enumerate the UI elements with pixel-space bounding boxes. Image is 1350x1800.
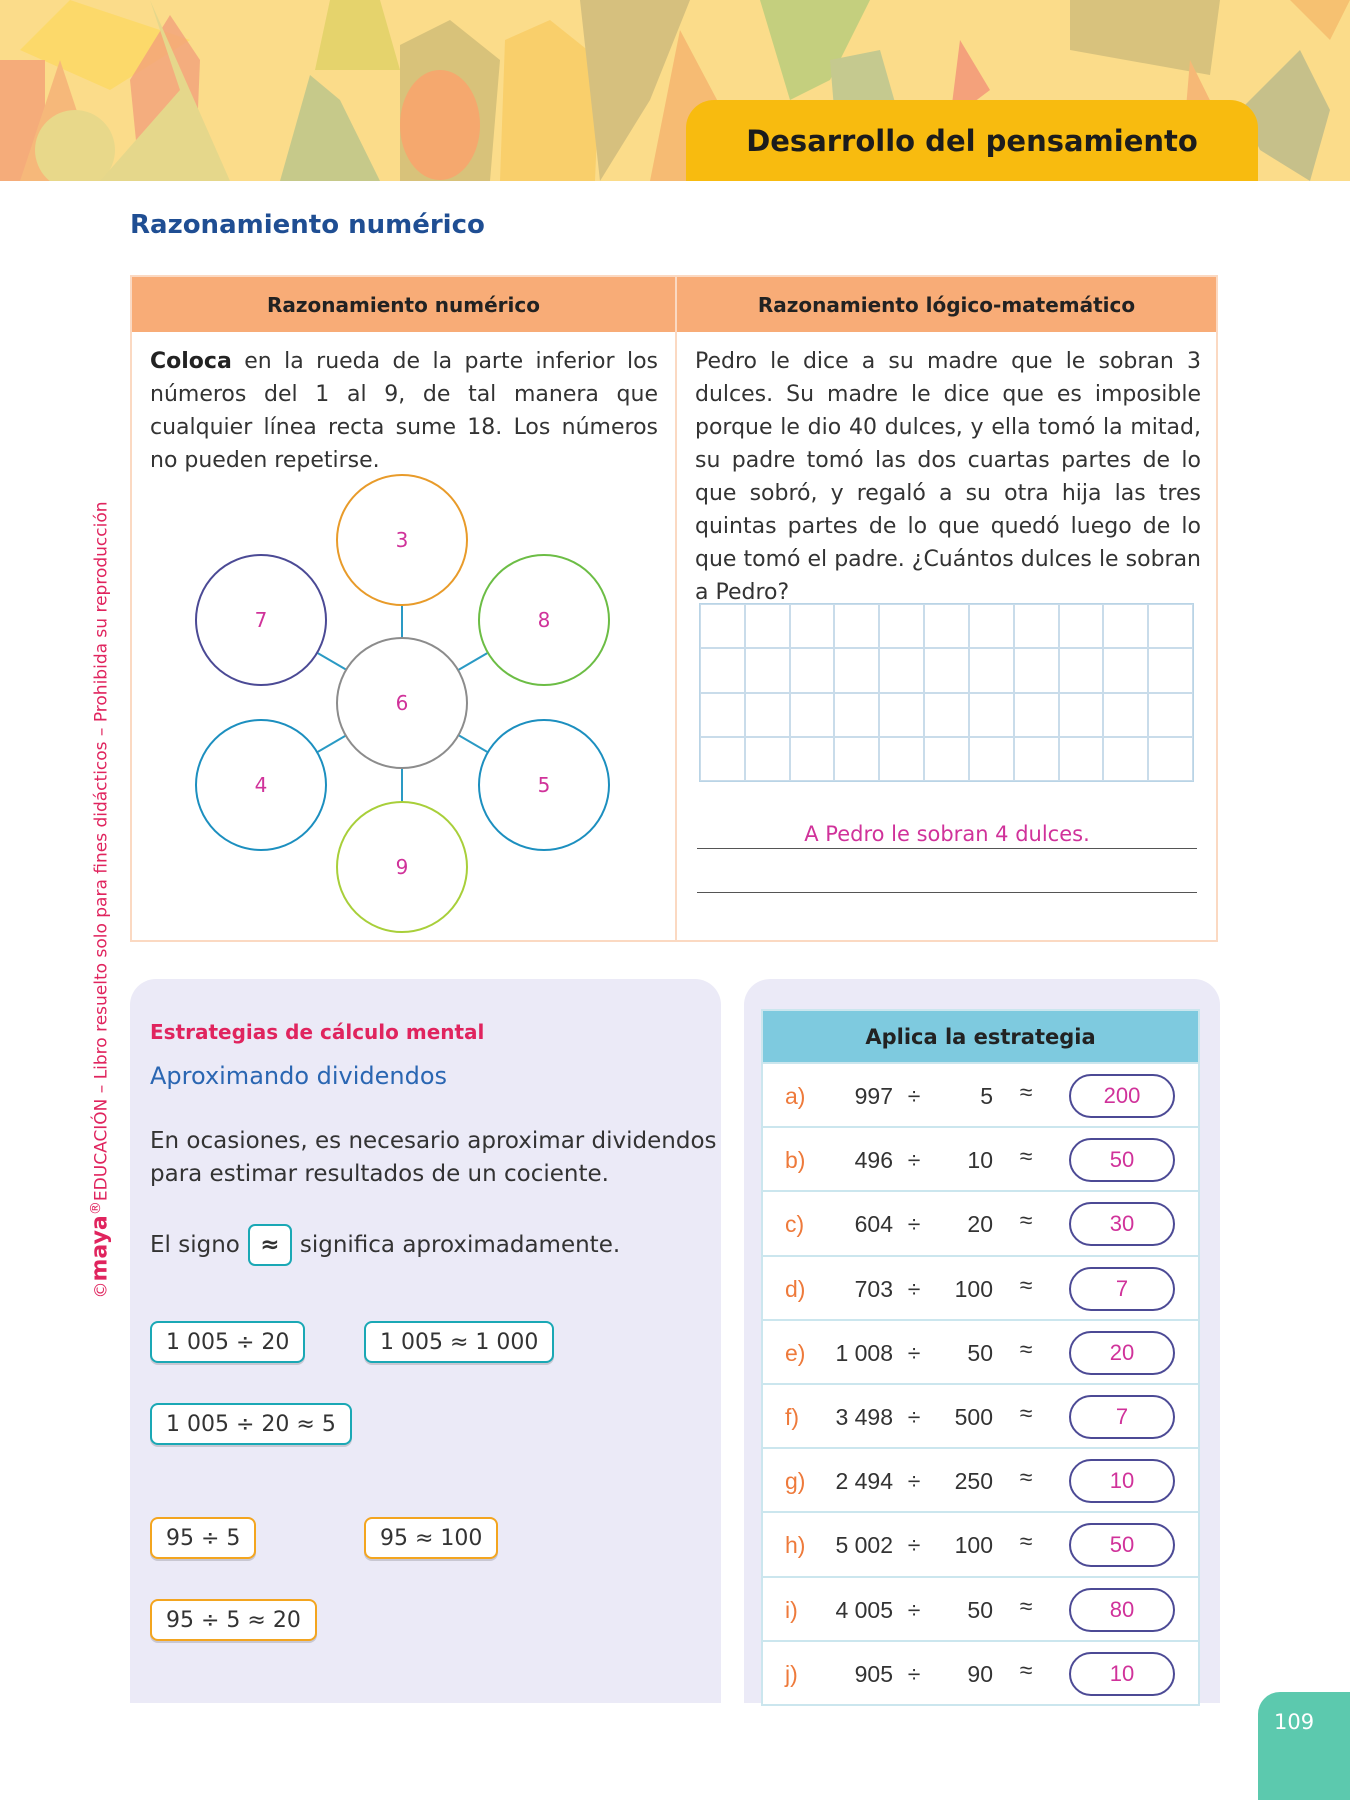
section-title: Desarrollo del pensamiento	[686, 100, 1258, 181]
approx-sign-chip: ≈	[248, 1224, 292, 1266]
result-field[interactable]: 20	[1069, 1331, 1175, 1375]
dividend: 905	[854, 1660, 893, 1687]
row-letter: e)	[785, 1339, 806, 1366]
row-letter: c)	[785, 1211, 805, 1238]
dividend: 5 002	[835, 1532, 893, 1559]
approx-sign: ≈	[1019, 1592, 1033, 1619]
divisor: 100	[954, 1275, 993, 1302]
dividend: 3 498	[835, 1403, 893, 1430]
dividend: 2 494	[835, 1468, 893, 1495]
apply-row	[763, 1383, 1198, 1447]
instruction-text: en la rueda de la parte inferior los números del 1 al 9, de tal manera que cualquier línea recta sume 18. Los números no pueden repetirse.	[150, 349, 658, 473]
wheel-circle-center[interactable]: 6	[336, 637, 468, 769]
registered-mark: ®	[87, 1201, 104, 1216]
example-chip: 1 005 ÷ 20	[150, 1321, 305, 1363]
row-letter: d)	[785, 1275, 806, 1302]
strategy-intro: En ocasiones, es necesario aproximar dividendos para estimar resultados de un cociente.	[150, 1128, 717, 1187]
divisor: 20	[967, 1211, 993, 1238]
page-number: 109	[1258, 1692, 1350, 1800]
approx-sign: ≈	[1019, 1335, 1033, 1362]
divide-sign: ÷	[907, 1660, 921, 1687]
example-chip: 95 ÷ 5 ≈ 20	[150, 1599, 317, 1641]
divisor: 10	[967, 1147, 993, 1174]
divide-sign: ÷	[907, 1403, 921, 1430]
row-letter: j)	[785, 1660, 798, 1687]
result-field[interactable]: 7	[1069, 1395, 1175, 1439]
sign-after: significa aproximadamente.	[299, 1231, 621, 1258]
row-letter: g)	[785, 1468, 806, 1495]
page-heading: Razonamiento numérico	[130, 210, 485, 240]
wheel-circle-upper-left[interactable]: 7	[195, 554, 327, 686]
approx-sign: ≈	[1019, 1528, 1033, 1555]
row-letter: i)	[785, 1596, 798, 1623]
divisor: 100	[954, 1532, 993, 1559]
divisor: 5	[980, 1083, 993, 1109]
apply-row	[763, 1062, 1198, 1126]
result-field[interactable]: 10	[1069, 1652, 1175, 1696]
apply-row	[763, 1255, 1198, 1319]
divide-sign: ÷	[907, 1532, 921, 1559]
divide-sign: ÷	[907, 1211, 921, 1238]
divisor: 90	[967, 1660, 993, 1687]
apply-row	[763, 1190, 1198, 1254]
result-field[interactable]: 30	[1069, 1202, 1175, 1246]
row-letter: h)	[785, 1532, 806, 1559]
divisor: 250	[954, 1468, 993, 1495]
divide-sign: ÷	[907, 1339, 921, 1366]
apply-row	[763, 1319, 1198, 1383]
result-field[interactable]: 7	[1069, 1267, 1175, 1311]
apply-title: Aplica la estrategia	[763, 1011, 1198, 1062]
sign-before: El signo	[150, 1231, 240, 1258]
col2-header: Razonamiento lógico-matemático	[677, 277, 1216, 332]
wheel-circle-bottom[interactable]: 9	[336, 801, 468, 933]
divisor: 500	[954, 1403, 993, 1430]
divide-sign: ÷	[907, 1468, 921, 1495]
row-letter: f)	[785, 1403, 800, 1430]
answer-text[interactable]: A Pedro le sobran 4 dulces.	[804, 822, 1090, 846]
example-chip: 1 005 ÷ 20 ≈ 5	[150, 1403, 352, 1445]
wheel-circle-upper-right[interactable]: 8	[478, 554, 610, 686]
wheel-circle-lower-left[interactable]: 4	[195, 719, 327, 851]
example-chip: 95 ≈ 100	[364, 1517, 498, 1559]
apply-row	[763, 1447, 1198, 1511]
result-field[interactable]: 200	[1069, 1074, 1175, 1118]
approx-sign: ≈	[1019, 1207, 1033, 1234]
example-chip: 1 005 ≈ 1 000	[364, 1321, 554, 1363]
apply-row	[763, 1576, 1198, 1640]
result-field[interactable]: 50	[1069, 1523, 1175, 1567]
strategy-label: Estrategias de cálculo mental	[150, 1020, 485, 1044]
apply-row	[763, 1511, 1198, 1575]
answer-line	[697, 848, 1197, 849]
divide-sign: ÷	[907, 1083, 921, 1109]
apply-row	[763, 1126, 1198, 1190]
dividend: 496	[854, 1147, 893, 1174]
problem-text: Pedro le dice a su madre que le sobran 3 dulces. Su madre le dice que es imposible porque le dio 40 dulces, y ella tomó la mitad, su padre tomó las dos cuartas partes de lo que sobró, y regaló a su otra hija las tres quintas partes de lo que quedó luego de lo que tomó el padre. ¿Cuántos dulces le sobran a Pedro?	[695, 349, 1201, 605]
strategy-title: Aproximando dividendos	[150, 1062, 448, 1090]
row-letter: b)	[785, 1147, 806, 1174]
dividend: 604	[854, 1211, 893, 1238]
divide-sign: ÷	[907, 1596, 921, 1623]
apply-row	[763, 1640, 1198, 1704]
col1-header: Razonamiento numérico	[132, 277, 675, 332]
apply-table	[761, 1009, 1200, 1706]
result-field[interactable]: 10	[1069, 1459, 1175, 1503]
divide-sign: ÷	[907, 1275, 921, 1302]
row-letter: a)	[785, 1083, 806, 1109]
approx-sign: ≈	[1019, 1079, 1033, 1105]
notice-text: EDUCACIÓN – Libro resuelto solo para fines didácticos – Prohibida su reproducción	[91, 501, 112, 1202]
work-grid[interactable]	[699, 603, 1194, 782]
approx-sign: ≈	[1019, 1656, 1033, 1683]
dividend: 4 005	[835, 1596, 893, 1623]
divide-sign: ÷	[907, 1147, 921, 1174]
dividend: 703	[854, 1275, 893, 1302]
example-chip: 95 ÷ 5	[150, 1517, 256, 1559]
wheel-circle-top[interactable]: 3	[336, 474, 468, 606]
divisor: 50	[967, 1339, 993, 1366]
sign-sentence	[150, 1224, 620, 1266]
approx-sign: ≈	[1019, 1464, 1033, 1491]
divisor: 50	[967, 1596, 993, 1623]
dividend: 997	[854, 1083, 893, 1109]
copyright-symbol: ©	[91, 1281, 112, 1299]
answer-line	[697, 892, 1197, 893]
instruction-verb: Coloca	[150, 349, 232, 374]
copyright-notice	[88, 501, 113, 1298]
approx-sign: ≈	[1019, 1399, 1033, 1426]
approx-sign: ≈	[1019, 1143, 1033, 1170]
result-field[interactable]: 50	[1069, 1138, 1175, 1182]
approx-sign: ≈	[1019, 1271, 1033, 1298]
dividend: 1 008	[835, 1339, 893, 1366]
result-field[interactable]: 80	[1069, 1588, 1175, 1632]
brand-logo: maya	[87, 1215, 113, 1282]
wheel-circle-lower-right[interactable]: 5	[478, 719, 610, 851]
